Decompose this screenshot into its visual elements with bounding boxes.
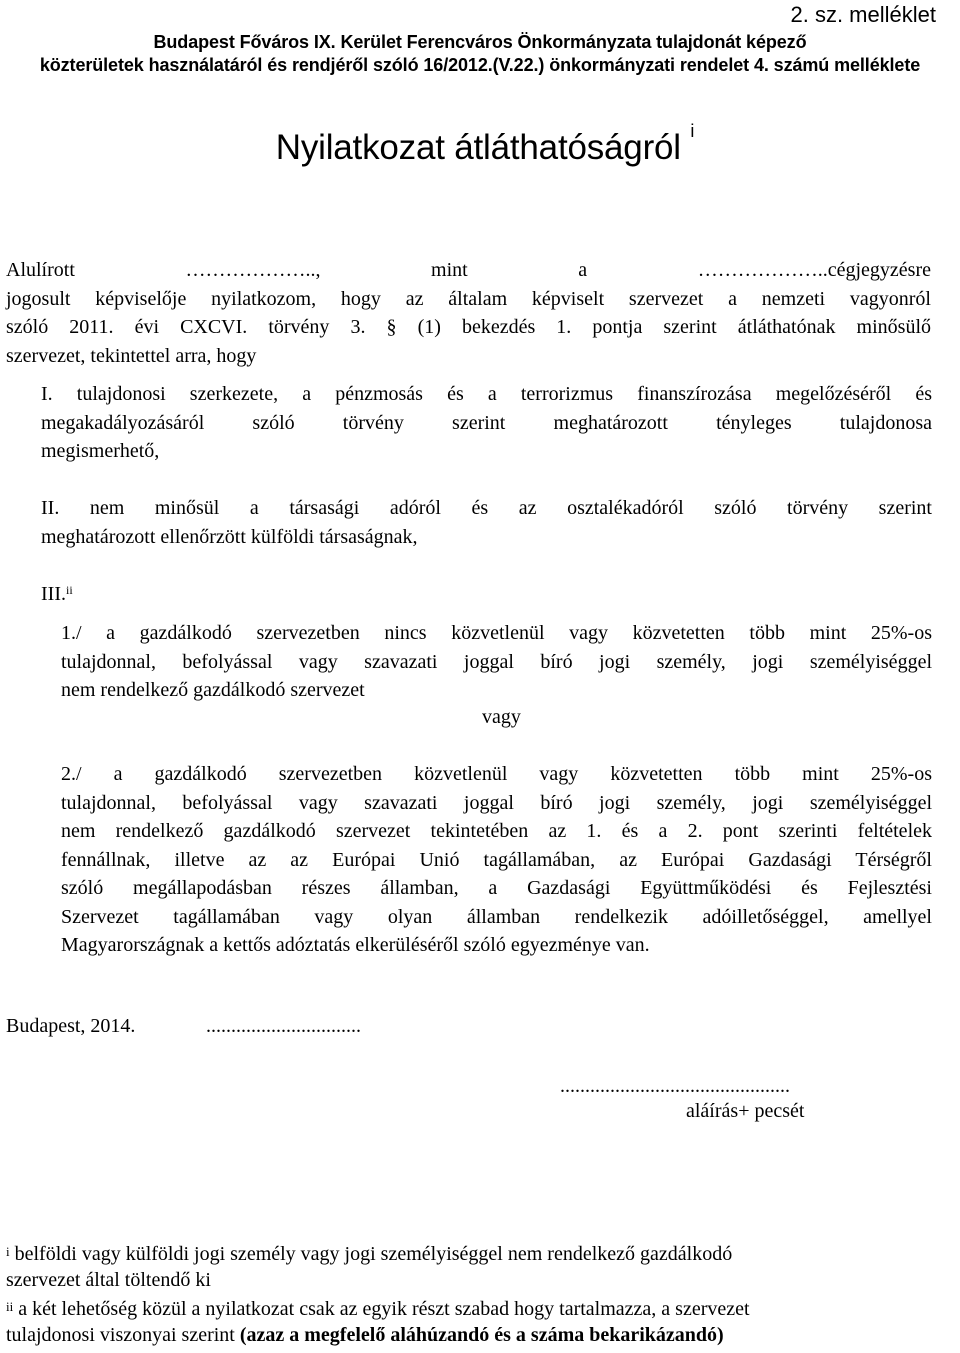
section-iii-footnote-mark: ii: [65, 583, 73, 597]
title-footnote-mark: i: [690, 121, 695, 141]
option-1-line: nem rendelkező gazdálkodó szervezet: [61, 679, 365, 701]
section-iii-text: III.: [41, 583, 66, 605]
signature-blank: ..............................................: [560, 1075, 790, 1097]
footnote-i-line-2: szervezet által töltendő ki: [6, 1269, 211, 1291]
section-i-line: megakadályozásáról szóló törvény szerint meghatározott tényleges tulajdonosa: [41, 411, 932, 434]
intro-line: szervezet, tekintettel arra, hogy: [6, 344, 257, 367]
option-2-line: nem rendelkező gazdálkodó szervezet tekintetében az 1. és a 2. pont szerinti feltételek: [61, 820, 932, 842]
section-i-line: I. tulajdonosi szerkezete, a pénzmosás és a terrorizmus finanszírozása megelőzéséről és: [41, 383, 932, 405]
option-2-line: Magyarországnak a kettős adóztatás elkerüléséről szóló egyezménye van.: [61, 934, 650, 956]
section-ii-line: meghatározott ellenőrzött külföldi társaságnak,: [41, 525, 418, 548]
footnote-ii: [6, 1296, 936, 1348]
intro-paragraph: [6, 256, 931, 370]
signature-label: aláírás+ pecsét: [686, 1100, 805, 1122]
place-date-city: Budapest, 2014.: [6, 1015, 136, 1037]
section-i: [41, 380, 932, 466]
header-line-2: közterületek használatáról és rendjéről szóló 16/2012.(V.22.) önkormányzati rendelet 4. számú melléklete: [39, 55, 921, 75]
option-2-line: szóló megállapodásban részes államban, a Gazdasági Együttműködési és Fejlesztési: [61, 877, 932, 899]
section-iii-label: [41, 580, 73, 609]
footnote-i-text: belföldi vagy külföldi jogi személy vagy jogi személyiséggel nem rendelkező gazdálkodó: [14, 1243, 733, 1265]
footnote-ii-line-2: [6, 1322, 936, 1348]
section-ii-line: II. nem minősül a társasági adóról és az osztalékadóról szóló törvény szerint: [41, 497, 932, 519]
or-label: vagy: [482, 706, 521, 728]
footnote-i: [6, 1241, 936, 1293]
document-title-text: Nyilatkozat átláthatóságról: [275, 128, 681, 167]
option-2-line: 2./ a gazdálkodó szervezetben közvetlenül vagy közvetetten több mint 25%-os: [61, 763, 932, 785]
intro-line: szóló 2011. évi CXCVI. törvény 3. § (1) bekezdés 1. pontja szerint átláthatónak minősülő: [6, 316, 931, 338]
option-1-line: tulajdonnal, befolyással vagy szavazati joggal bíró jogi személy, jogi személyiséggel: [61, 650, 932, 673]
footnote-ii-bold: (azaz a megfelelő aláhúzandó és a száma bekarikázandó): [239, 1324, 724, 1346]
section-ii: [41, 494, 932, 551]
option-1: [61, 619, 932, 705]
section-i-line: megismerhető,: [41, 440, 160, 462]
footnote-i-mark: i: [6, 1244, 10, 1259]
header-line-1: Budapest Főváros IX. Kerület Ferencváros Önkormányzata tulajdonát képező: [153, 32, 807, 52]
footnote-ii-text: a két lehetőség közül a nyilatkozat csak az egyik részt szabad hogy tartalmazza, a szervezet: [18, 1298, 750, 1320]
footnote-i-line-1: [6, 1241, 936, 1267]
option-1-line: 1./ a gazdálkodó szervezetben nincs közvetlenül vagy közvetetten több mint 25%-os: [61, 622, 932, 644]
option-2-line: fennállnak, illetve az az Európai Unió tagállamában, az Európai Gazdasági Térségről: [61, 848, 932, 871]
annex-label: 2. sz. melléklet: [790, 2, 936, 27]
option-2: [61, 760, 932, 960]
option-2-line: tulajdonnal, befolyással vagy szavazati joggal bíró jogi személy, jogi személyiséggel: [61, 791, 932, 814]
intro-line: Alulírott ……………….., mint a ………………..cégjegyzésre: [6, 259, 931, 281]
footnote-ii-plain: tulajdonosi viszonyai szerint: [6, 1324, 235, 1346]
option-2-line: Szervezet tagállamában vagy olyan államban rendelkezik adóilletőséggel, amellyel: [61, 905, 932, 928]
intro-line: jogosult képviselője nyilatkozom, hogy az általam képviselt szervezet a nemzeti vagyonról: [6, 287, 931, 310]
footnote-ii-line-1: [6, 1296, 936, 1322]
footnote-ii-mark: ii: [6, 1299, 14, 1314]
document-title: [0, 121, 960, 168]
date-blank: ...............................: [206, 1015, 361, 1037]
